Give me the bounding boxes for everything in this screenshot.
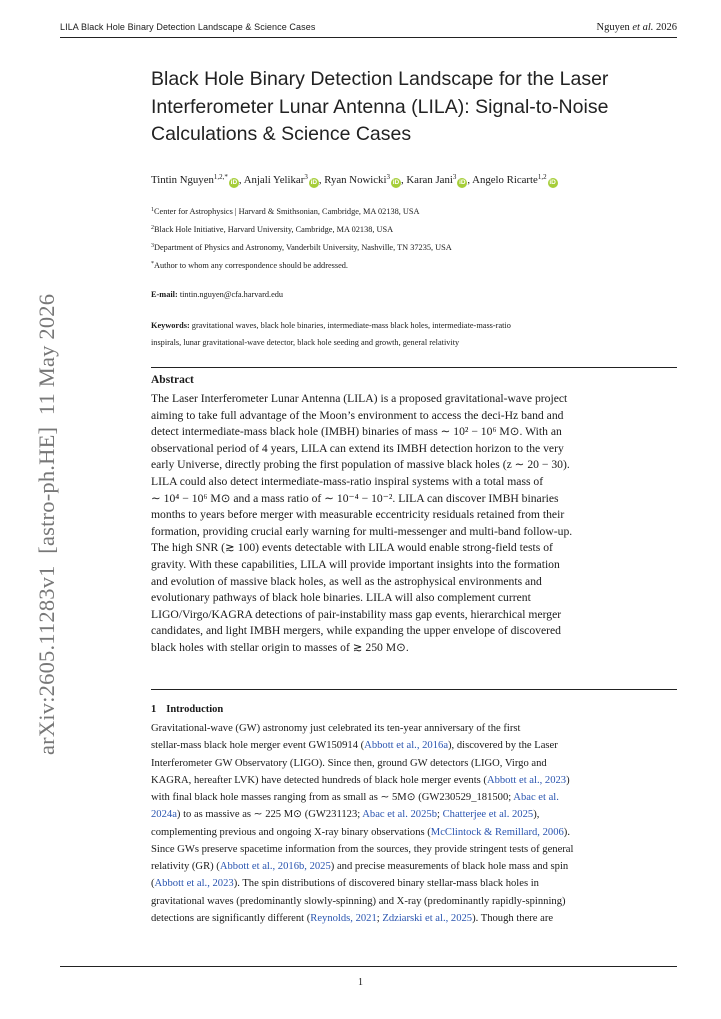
intro-text: ), discovered by the Laser bbox=[448, 740, 558, 752]
affiliation-text: Author to whom any correspondence should be addressed. bbox=[154, 261, 349, 270]
abstract-top-rule bbox=[151, 367, 677, 368]
intro-text: ), bbox=[533, 809, 540, 821]
intro-line bbox=[151, 772, 677, 789]
abstract-line: formation, providing crucial early warning for multi-messenger and multi-band follow-up. bbox=[151, 524, 573, 538]
author bbox=[324, 174, 406, 186]
running-head-year: 2026 bbox=[656, 22, 677, 33]
citation-link[interactable]: McClintock & Remillard, 2006 bbox=[430, 826, 564, 838]
author-affil-sup: 3 bbox=[452, 173, 457, 181]
citation-link[interactable]: Abbott et al., 2023 bbox=[486, 774, 567, 786]
author-name: Anjali Yelikar bbox=[243, 174, 305, 186]
section-number: 1 bbox=[151, 704, 157, 715]
author bbox=[244, 174, 325, 186]
running-head-name: Nguyen bbox=[596, 22, 630, 33]
intro-text: Since GWs preserve spacetime information from the sources, they provide stringent tests of general bbox=[151, 843, 574, 855]
abstract-line: LILA could also detect intermediate-mass-ratio inspiral systems with a total mass of bbox=[151, 474, 544, 488]
author bbox=[472, 174, 557, 186]
citation-link[interactable]: Abbott et al., 2016b, 2025 bbox=[219, 861, 331, 872]
intro-text: ; bbox=[376, 912, 383, 924]
affiliation-text: Black Hole Initiative, Harvard University, Cambridge, MA 02138, USA bbox=[154, 225, 394, 234]
affiliation-sup: 2 bbox=[151, 225, 154, 231]
keywords-text: gravitational waves, black hole binaries, intermediate-mass black holes, intermediate-mass-ratio bbox=[191, 321, 511, 330]
author-sep: , bbox=[467, 174, 473, 186]
author bbox=[151, 174, 244, 186]
author-affil-sup: 1,2,* bbox=[213, 173, 228, 181]
intro-line bbox=[151, 720, 677, 737]
keywords bbox=[151, 317, 671, 351]
abstract-bottom-rule bbox=[151, 689, 677, 690]
affiliation-text: Department of Physics and Astronomy, Vanderbilt University, Nashville, TN 37235, USA bbox=[154, 243, 452, 252]
intro-text: relativity (GR) ( bbox=[151, 861, 220, 872]
intro-text: ). bbox=[563, 826, 570, 838]
orcid-icon[interactable]: iD bbox=[392, 179, 400, 186]
affiliation bbox=[151, 239, 671, 257]
citation-link[interactable]: Abbott et al., 2016a bbox=[364, 740, 449, 752]
citation-link[interactable]: Zdziarski et al., 2025 bbox=[382, 912, 473, 924]
citation-link[interactable]: Chatterjee et al. 2025 bbox=[442, 809, 534, 821]
abstract-line: black holes with stellar origin to masses of ≳ 250 M⊙. bbox=[151, 640, 409, 654]
citation-link[interactable]: Abac et al. 2025b bbox=[362, 809, 437, 821]
author-name: Ryan Nowicki bbox=[324, 174, 387, 186]
affiliation-sup: 1 bbox=[151, 207, 154, 213]
intro-line bbox=[151, 755, 677, 772]
intro-text: Interferometer GW Observatory (LIGO). Since then, ground GW detectors (LIGO, Virgo and bbox=[151, 757, 547, 769]
intro-text: ) to as massive as ∼ 225 M⊙ (GW231123; bbox=[176, 809, 363, 821]
author-affil-sup: 1,2 bbox=[537, 173, 547, 181]
intro-line bbox=[151, 824, 677, 841]
intro-line bbox=[151, 875, 677, 892]
intro-text: KAGRA, hereafter LVK) have detected hundreds of black hole merger events ( bbox=[151, 774, 487, 786]
keywords-line: inspirals, lunar gravitational-wave detector, black hole seeding and growth, general relativity bbox=[151, 338, 460, 347]
intro-text: ). Though there are bbox=[472, 912, 554, 924]
abstract-line: evolutionary pathways of black hole binaries. LILA will also complement current bbox=[151, 591, 531, 605]
intro-text: with final black hole masses ranging from as small as ∼ 5M⊙ (GW230529_181500; bbox=[151, 792, 514, 803]
running-head-etal: et al. bbox=[632, 22, 654, 33]
citation-link[interactable]: 2024a bbox=[151, 809, 177, 821]
paper-title bbox=[151, 66, 621, 149]
abstract-line: and evolution of massive black holes, as well as the astrophysical environments and bbox=[151, 574, 542, 588]
footer-rule bbox=[60, 966, 677, 967]
intro-text: gravitational waves (predominantly slowly-spinning) and X-ray (predominantly rapidly-spinning) bbox=[151, 895, 566, 907]
citation-link[interactable]: Reynolds, 2021 bbox=[310, 912, 377, 924]
intro-text: stellar-mass black hole merger event GW150914 ( bbox=[151, 740, 365, 752]
orcid-icon[interactable]: iD bbox=[310, 179, 318, 186]
citation-link[interactable]: Abbott et al., 2023 bbox=[154, 878, 234, 890]
author-name: Karan Jani bbox=[406, 174, 453, 186]
abstract-line: ∼ 10⁴ − 10⁶ M⊙ and a mass ratio of ∼ 10⁻⁴ − 10⁻². LILA can discover IMBH binaries bbox=[151, 491, 559, 505]
citation-link[interactable]: Abac et al. bbox=[513, 792, 559, 803]
intro-text: complementing previous and ongoing X-ray binary observations ( bbox=[151, 826, 431, 838]
affiliation bbox=[151, 221, 671, 239]
page-number: 1 bbox=[358, 977, 363, 988]
intro-text: ; bbox=[437, 809, 443, 821]
abstract-line: early Universe, directly probing the first population of massive black holes (z ∼ 20 − 30). bbox=[151, 458, 570, 472]
intro-text: ) and precise measurements of black hole mass and spin bbox=[330, 861, 569, 872]
intro-text: ( bbox=[151, 878, 155, 890]
intro-line bbox=[151, 893, 677, 910]
abstract-line: gravity. With these capabilities, LILA will provide important insights into the formation bbox=[151, 557, 560, 571]
abstract-line: detect intermediate-mass black hole (IMBH) binaries of mass ∼ 10² − 10⁶ M⊙. With an bbox=[151, 425, 562, 439]
abstract-line: months to years before merger with measurable eccentricity residuals retained from their bbox=[151, 508, 565, 522]
intro-line bbox=[151, 737, 677, 754]
arxiv-stamp: arXiv:2605.11283v1 [astro-ph.HE] 11 May 2026 bbox=[34, 293, 59, 755]
title-line: Interferometer Lunar Antenna (LILA): Signal-to-Noise bbox=[151, 95, 609, 118]
author-name: Angelo Ricarte bbox=[472, 174, 538, 186]
author-list bbox=[151, 173, 671, 188]
intro-line bbox=[151, 841, 677, 858]
intro-text: ). The spin distributions of discovered binary stellar-mass black holes in bbox=[233, 878, 539, 890]
introduction-body bbox=[151, 720, 677, 927]
affiliation bbox=[151, 257, 671, 275]
intro-line bbox=[151, 858, 677, 875]
abstract-line: observational period of 4 years, LILA can extend its IMBH detection horizon to the very bbox=[151, 441, 564, 455]
affiliation-text: Center for Astrophysics | Harvard & Smithsonian, Cambridge, MA 02138, USA bbox=[154, 207, 420, 216]
affiliation-sup: 3 bbox=[151, 243, 154, 249]
running-head bbox=[60, 22, 677, 36]
abstract-line: aiming to take full advantage of the Moon’s environment to access the deci-Hz band and bbox=[151, 408, 564, 422]
affiliation-sup: * bbox=[151, 261, 154, 267]
author-sep: , bbox=[318, 174, 325, 186]
running-head-title: LILA Black Hole Binary Detection Landscape & Science Cases bbox=[60, 22, 316, 32]
abstract-line: candidates, and light IMBH mergers, while expanding the upper envelope of discovered bbox=[151, 624, 561, 638]
intro-text: Gravitational-wave (GW) astronomy just celebrated its ten-year anniversary of the first bbox=[151, 723, 521, 734]
affiliation bbox=[151, 203, 671, 221]
affiliation-list bbox=[151, 203, 671, 275]
orcid-icon[interactable]: iD bbox=[230, 179, 238, 186]
author-sep: , bbox=[400, 174, 407, 186]
orcid-icon[interactable]: iD bbox=[549, 179, 556, 186]
intro-text: detections are significantly different ( bbox=[151, 912, 311, 924]
section-heading-introduction bbox=[151, 704, 223, 715]
header-rule bbox=[60, 37, 677, 38]
abstract-heading: Abstract bbox=[151, 374, 194, 386]
title-line: Black Hole Binary Detection Landscape for the Laser bbox=[151, 68, 609, 90]
intro-line bbox=[151, 910, 677, 927]
email-label: E-mail: bbox=[151, 290, 178, 299]
author-name: Tintin Nguyen bbox=[151, 174, 214, 186]
orcid-icon[interactable]: iD bbox=[459, 179, 466, 186]
author bbox=[406, 174, 472, 186]
running-head-author bbox=[597, 22, 678, 33]
author-affil-sup: 3 bbox=[304, 173, 308, 181]
section-title: Introduction bbox=[166, 704, 224, 715]
abstract-line: The high SNR (≳ 100) events detectable with LILA would enable strong-field tests of bbox=[151, 541, 553, 555]
keywords-label: Keywords: bbox=[151, 321, 190, 330]
title-line: Calculations & Science Cases bbox=[151, 123, 412, 145]
abstract-line: LIGO/Virgo/KAGRA detections of pair-instability mass gap events, hierarchical merger bbox=[151, 607, 562, 621]
abstract-body bbox=[151, 391, 677, 657]
author-affil-sup: 3 bbox=[386, 173, 390, 181]
intro-line bbox=[151, 789, 677, 806]
keywords-line bbox=[151, 317, 671, 334]
abstract-line: The Laser Interferometer Lunar Antenna (LILA) is a proposed gravitational-wave project bbox=[151, 392, 568, 405]
author-sep: , bbox=[238, 174, 244, 186]
intro-line bbox=[151, 806, 677, 823]
intro-text: ) bbox=[566, 774, 570, 786]
email-line bbox=[151, 290, 283, 299]
email-address[interactable]: tintin.nguyen@cfa.harvard.edu bbox=[179, 290, 284, 299]
